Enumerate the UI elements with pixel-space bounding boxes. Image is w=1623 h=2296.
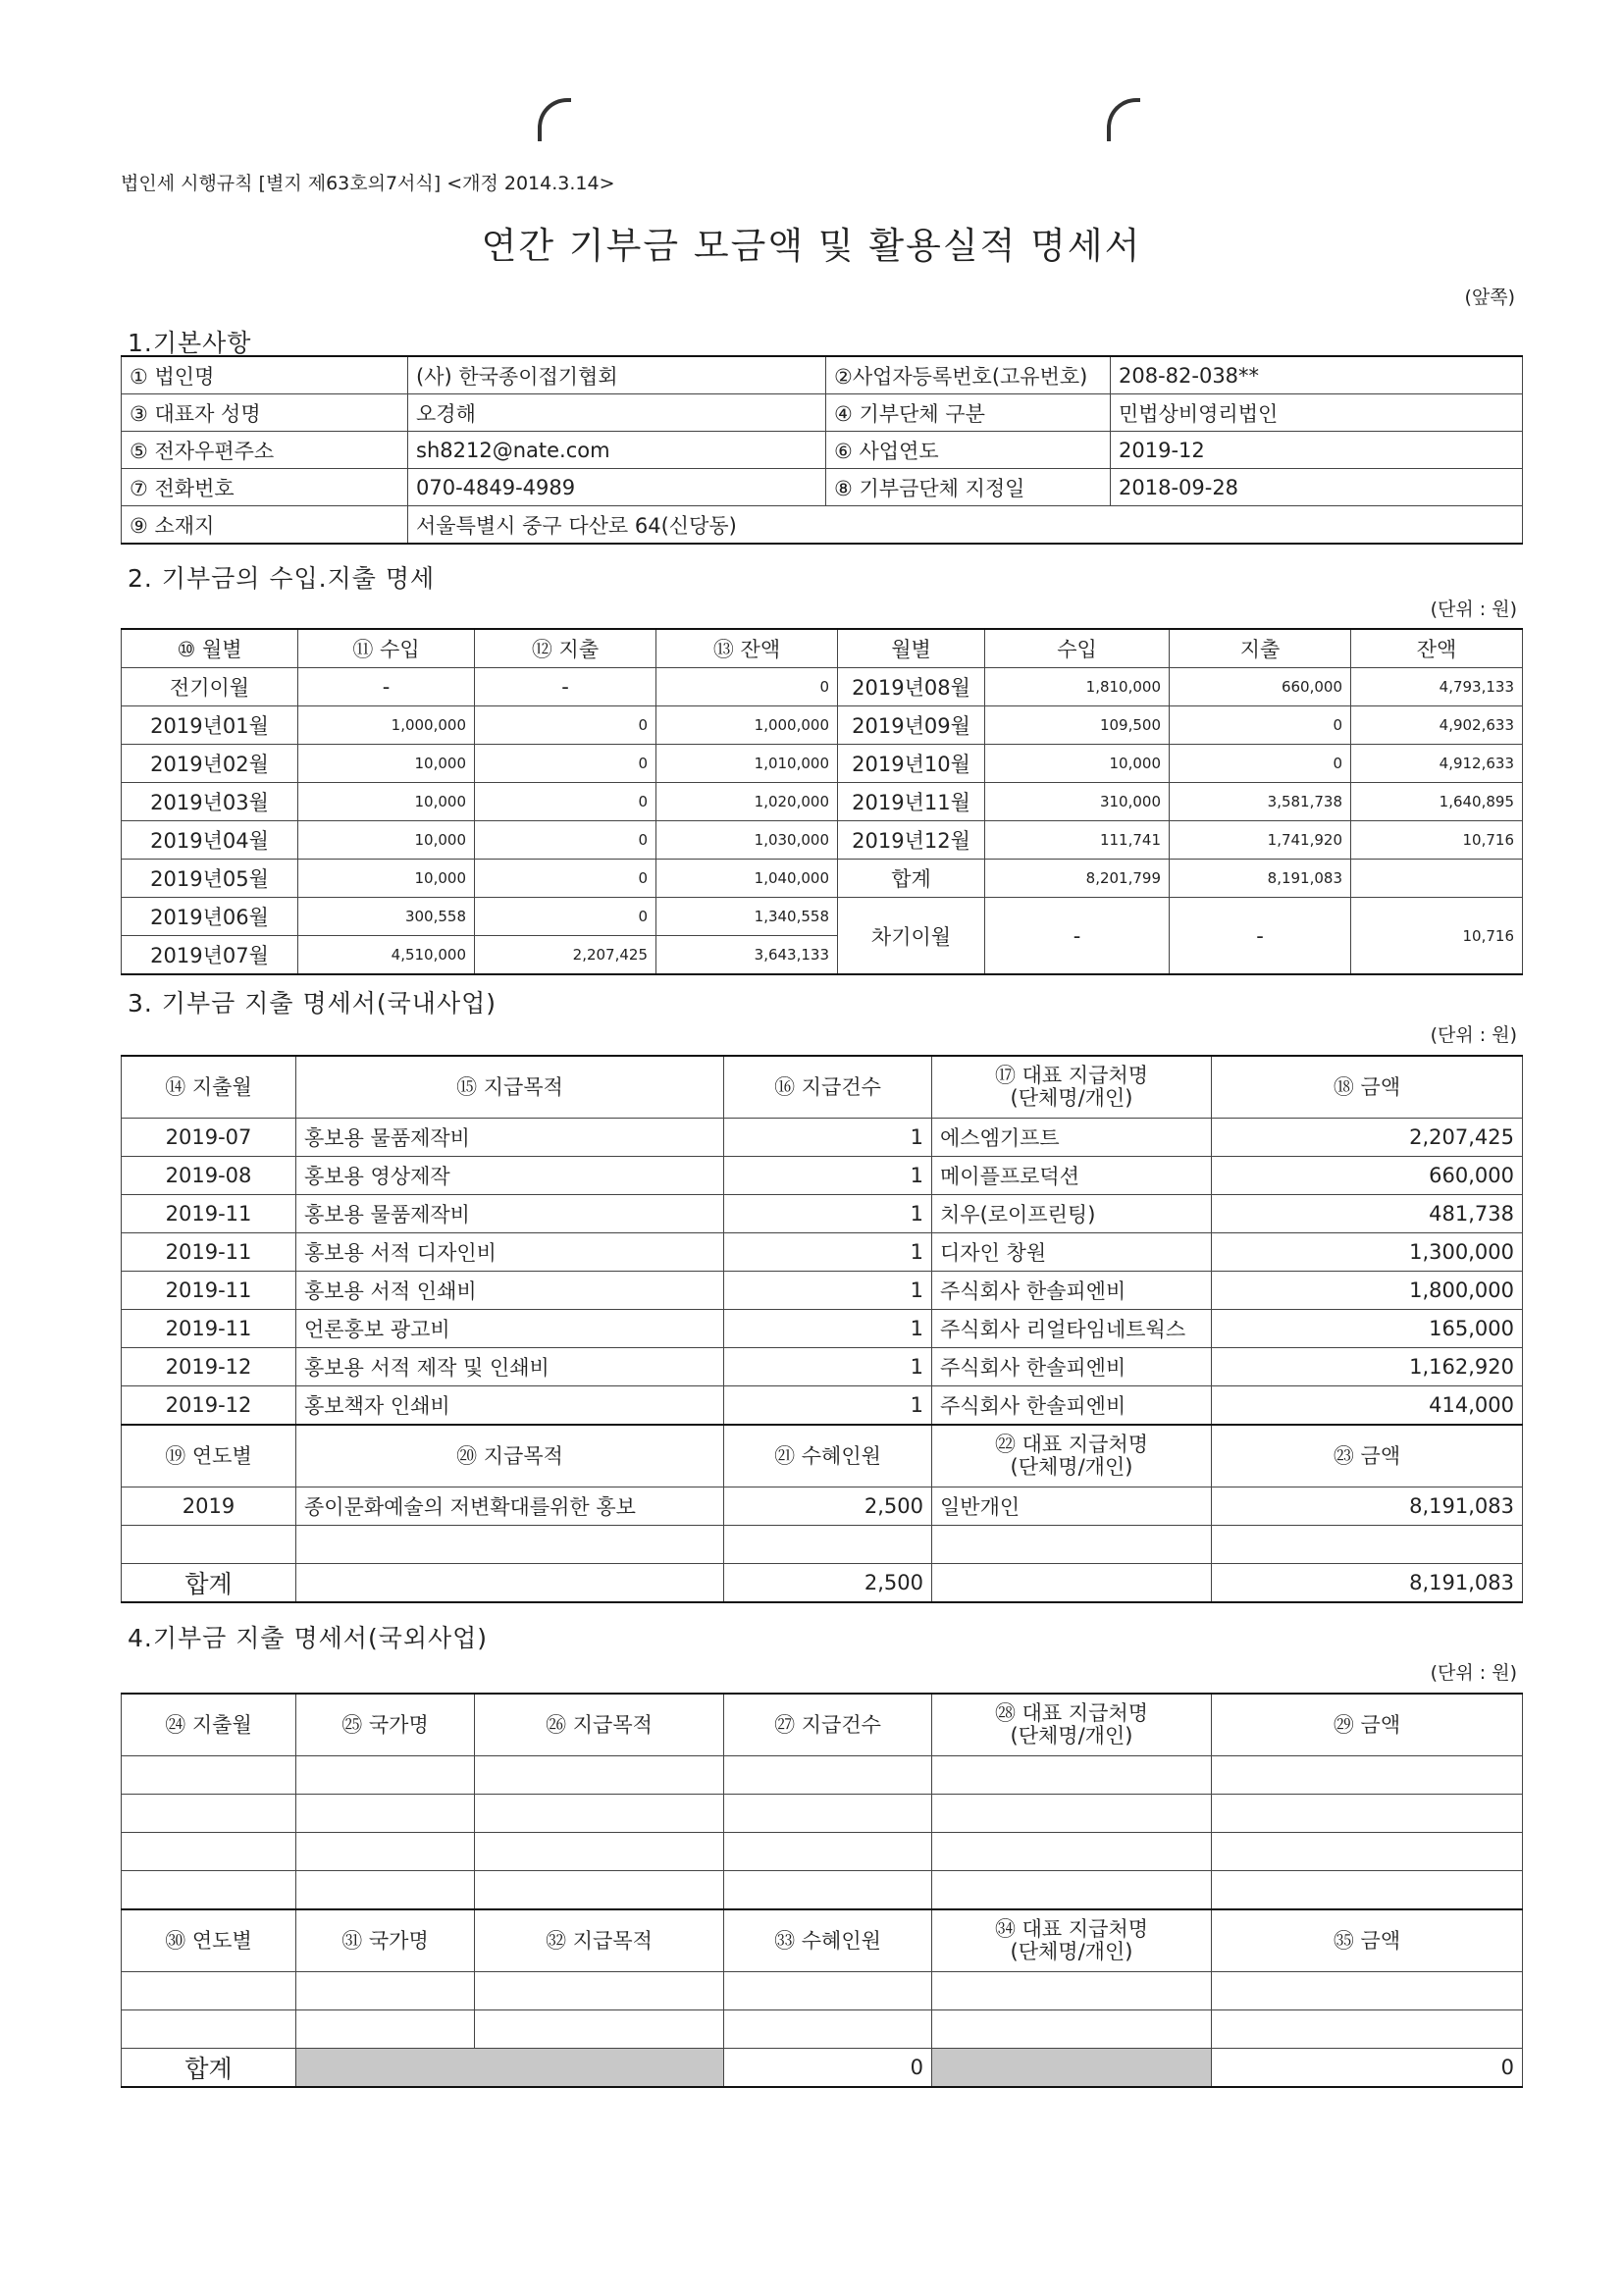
total-count: 0 (724, 2049, 932, 2088)
empty-cell (475, 1871, 724, 1910)
month-cell: 2019-12 (122, 1348, 296, 1386)
page-title: 연간 기부금 모금액 및 활용실적 명세서 (481, 225, 1142, 267)
amount-cell: 8,191,083 (1212, 1487, 1523, 1526)
amount-cell: 1,030,000 (656, 821, 838, 860)
empty-cell (122, 1795, 296, 1833)
total-label: 합계 (122, 1564, 296, 1603)
income-expense-table (121, 628, 1523, 975)
unit-label: (단위 : 원) (1430, 599, 1517, 620)
empty-cell (475, 1833, 724, 1871)
empty-cell (1212, 1871, 1523, 1910)
empty-cell (296, 1795, 475, 1833)
column-header: ㉖ 지급목적 (475, 1694, 724, 1756)
table-row (122, 1348, 1523, 1386)
empty-cell (932, 1526, 1212, 1564)
field-value: 208-82-038** (1111, 356, 1523, 394)
table-row (122, 898, 1523, 936)
field-value: 민법상비영리법인 (1111, 394, 1523, 432)
empty-cell (475, 1756, 724, 1795)
recipient-cell: 주식회사 한솔피엔비 (932, 1272, 1212, 1310)
recipient-cell: 에스엠기프트 (932, 1119, 1212, 1157)
count-cell: 1 (724, 1348, 932, 1386)
amount-cell: 3,581,738 (1170, 783, 1351, 821)
table-row (122, 1972, 1523, 2010)
amount-cell: 4,912,633 (1351, 745, 1523, 783)
purpose-cell: 홍보용 서적 인쇄비 (296, 1272, 724, 1310)
section-basic-title: 1.기본사항 (128, 329, 252, 357)
empty-cell (1212, 1972, 1523, 2010)
month-cell: 2019년03월 (122, 783, 298, 821)
count-cell: 1 (724, 1195, 932, 1233)
empty-cell (475, 1972, 724, 2010)
table-row (122, 432, 1523, 469)
amount-cell: 0 (475, 745, 656, 783)
column-header (932, 1425, 1212, 1487)
empty-cell (932, 1564, 1212, 1603)
recipient-cell: 치우(로이프린팅) (932, 1195, 1212, 1233)
purpose-cell: 홍보용 물품제작비 (296, 1119, 724, 1157)
month-cell: 2019-11 (122, 1310, 296, 1348)
column-header: ㉗ 지급건수 (724, 1694, 932, 1756)
month-cell: 2019년11월 (838, 783, 985, 821)
empty-cell (724, 2010, 932, 2049)
table-row (122, 745, 1523, 783)
month-cell: 2019-11 (122, 1272, 296, 1310)
empty-cell (296, 1972, 475, 2010)
amount-cell: 109,500 (985, 706, 1170, 745)
amount-cell: 1,010,000 (656, 745, 838, 783)
table-row (122, 1272, 1523, 1310)
month-cell: 2019년04월 (122, 821, 298, 860)
amount-cell: 1,810,000 (985, 668, 1170, 706)
empty-cell (296, 1564, 724, 1603)
empty-cell (296, 1526, 724, 1564)
recipient-cell: 주식회사 리얼타임네트웍스 (932, 1310, 1212, 1348)
amount-cell: - (1170, 898, 1351, 975)
field-value: 2019-12 (1111, 432, 1523, 469)
month-cell: 2019년01월 (122, 706, 298, 745)
month-cell: 2019-08 (122, 1157, 296, 1195)
amount-cell: 2,207,425 (475, 936, 656, 975)
column-header-line: (단체명/개인) (1010, 1724, 1133, 1748)
amount-cell: 660,000 (1170, 668, 1351, 706)
empty-cell (724, 1871, 932, 1910)
recipient-cell: 디자인 창원 (932, 1233, 1212, 1272)
column-header-line: (단체명/개인) (1010, 1086, 1133, 1110)
table-row (122, 706, 1523, 745)
field-value: 오경해 (408, 394, 826, 432)
empty-cell (932, 2010, 1212, 2049)
month-cell: 2019년10월 (838, 745, 985, 783)
column-header: ⑪ 수입 (298, 629, 475, 668)
amount-cell: 0 (475, 783, 656, 821)
table-row (122, 1756, 1523, 1795)
month-cell: 2019년06월 (122, 898, 298, 936)
amount-cell: 1,640,895 (1351, 783, 1523, 821)
amount-cell: 10,000 (298, 821, 475, 860)
empty-cell (1212, 1526, 1523, 1564)
field-label: ②사업자등록번호(고유번호) (826, 356, 1111, 394)
column-header: ㉟ 금액 (1212, 1909, 1523, 1972)
page-side-label: (앞쪽) (1464, 287, 1515, 308)
column-header: 월별 (838, 629, 985, 668)
amount-cell: 10,000 (985, 745, 1170, 783)
amount-cell: 8,191,083 (1170, 860, 1351, 898)
amount-cell: 1,020,000 (656, 783, 838, 821)
month-cell: 2019년05월 (122, 860, 298, 898)
amount-cell: 0 (1170, 745, 1351, 783)
empty-cell (1212, 1833, 1523, 1871)
empty-cell (122, 1526, 296, 1564)
column-header: ㉜ 지급목적 (475, 1909, 724, 1972)
purpose-cell: 홍보용 서적 디자인비 (296, 1233, 724, 1272)
empty-cell (296, 1756, 475, 1795)
column-header-line: ⑰ 대표 지급처명 (994, 1064, 1149, 1087)
field-value: (사) 한국종이접기협회 (408, 356, 826, 394)
empty-cell (296, 1833, 475, 1871)
empty-cell (932, 1795, 1212, 1833)
field-label: ④ 기부단체 구분 (826, 394, 1111, 432)
table-row (122, 1526, 1523, 1564)
empty-cell (122, 1871, 296, 1910)
table-row (122, 1487, 1523, 1526)
amount-cell: 1,741,920 (1170, 821, 1351, 860)
unit-label: (단위 : 원) (1430, 1662, 1517, 1684)
column-header: ㉙ 금액 (1212, 1694, 1523, 1756)
empty-cell (932, 1833, 1212, 1871)
amount-cell: 1,000,000 (656, 706, 838, 745)
empty-cell (475, 2010, 724, 2049)
column-header: ㉔ 지출월 (122, 1694, 296, 1756)
domestic-expense-table (121, 1055, 1523, 1603)
amount-cell: 2,207,425 (1212, 1119, 1523, 1157)
table-header-row (122, 629, 1523, 668)
amount-cell (1351, 860, 1523, 898)
column-header: ⑭ 지출월 (122, 1056, 296, 1119)
table-row (122, 668, 1523, 706)
count-cell: 1 (724, 1119, 932, 1157)
month-cell: 2019-11 (122, 1195, 296, 1233)
amount-cell: 10,000 (298, 745, 475, 783)
field-label: ⑧ 기부금단체 지정일 (826, 469, 1111, 506)
purpose-cell: 홍보용 영상제작 (296, 1157, 724, 1195)
recipient-cell: 주식회사 한솔피엔비 (932, 1348, 1212, 1386)
column-header: ⑬ 잔액 (656, 629, 838, 668)
field-value: 2018-09-28 (1111, 469, 1523, 506)
amount-cell: 4,510,000 (298, 936, 475, 975)
column-header (932, 1909, 1212, 1972)
amount-cell: 0 (656, 668, 838, 706)
unit-label: (단위 : 원) (1430, 1024, 1517, 1046)
purpose-cell: 홍보용 서적 제작 및 인쇄비 (296, 1348, 724, 1386)
section-foreign-title: 4.기부금 지출 명세서(국외사업) (128, 1624, 489, 1652)
purpose-cell: 종이문화예술의 저변확대를위한 홍보 (296, 1487, 724, 1526)
amount-cell: 10,000 (298, 860, 475, 898)
month-cell: 2019년09월 (838, 706, 985, 745)
recipient-cell: 메이플프로덕션 (932, 1157, 1212, 1195)
table-header-row (122, 1056, 1523, 1119)
field-label: ① 법인명 (122, 356, 408, 394)
column-header: ⑳ 지급목적 (296, 1425, 724, 1487)
field-label: ⑥ 사업연도 (826, 432, 1111, 469)
month-cell: 전기이월 (122, 668, 298, 706)
count-cell: 1 (724, 1272, 932, 1310)
column-header (932, 1056, 1212, 1119)
total-row (122, 1564, 1523, 1603)
field-value: 070-4849-4989 (408, 469, 826, 506)
total-amount: 8,191,083 (1212, 1564, 1523, 1603)
recipient-cell: 일반개인 (932, 1487, 1212, 1526)
column-header: ㉑ 수혜인원 (724, 1425, 932, 1487)
column-header: ㉓ 금액 (1212, 1425, 1523, 1487)
shaded-cell (296, 2049, 724, 2088)
amount-cell: 165,000 (1212, 1310, 1523, 1348)
basic-info-table (121, 355, 1523, 545)
empty-cell (1212, 2010, 1523, 2049)
column-header: ⑮ 지급목적 (296, 1056, 724, 1119)
month-cell: 합계 (838, 860, 985, 898)
table-row (122, 1310, 1523, 1348)
amount-cell: 10,716 (1351, 821, 1523, 860)
empty-cell (475, 1795, 724, 1833)
purpose-cell: 홍보책자 인쇄비 (296, 1386, 724, 1426)
amount-cell: 0 (1170, 706, 1351, 745)
purpose-cell: 홍보용 물품제작비 (296, 1195, 724, 1233)
table-row (122, 1871, 1523, 1910)
field-value: 서울특별시 중구 다산로 64(신당동) (408, 506, 1523, 545)
column-header: 지출 (1170, 629, 1351, 668)
table-row (122, 469, 1523, 506)
empty-cell (724, 1526, 932, 1564)
amount-cell: 111,741 (985, 821, 1170, 860)
month-cell: 2019-11 (122, 1233, 296, 1272)
amount-cell: 0 (475, 706, 656, 745)
purpose-cell: 언론홍보 광고비 (296, 1310, 724, 1348)
amount-cell: - (985, 898, 1170, 975)
table-row (122, 821, 1523, 860)
month-cell: 2019-12 (122, 1386, 296, 1426)
field-label: ⑨ 소재지 (122, 506, 408, 545)
field-label: ⑦ 전화번호 (122, 469, 408, 506)
table-row (122, 2010, 1523, 2049)
column-header: ⑲ 연도별 (122, 1425, 296, 1487)
month-cell: 2019년08월 (838, 668, 985, 706)
amount-cell: 1,300,000 (1212, 1233, 1523, 1272)
empty-cell (122, 1756, 296, 1795)
column-header: ⑱ 금액 (1212, 1056, 1523, 1119)
recipient-cell: 주식회사 한솔피엔비 (932, 1386, 1212, 1426)
month-cell: 차기이월 (838, 898, 985, 975)
table-row (122, 1119, 1523, 1157)
amount-cell: 660,000 (1212, 1157, 1523, 1195)
empty-cell (1212, 1795, 1523, 1833)
field-label: ⑤ 전자우편주소 (122, 432, 408, 469)
table-row (122, 1233, 1523, 1272)
empty-cell (122, 1972, 296, 2010)
count-cell: 2,500 (724, 1487, 932, 1526)
empty-cell (122, 2010, 296, 2049)
empty-cell (724, 1795, 932, 1833)
amount-cell: 10,716 (1351, 898, 1523, 975)
empty-cell (296, 2010, 475, 2049)
total-amount: 0 (1212, 2049, 1523, 2088)
amount-cell: 3,643,133 (656, 936, 838, 975)
column-header: 수입 (985, 629, 1170, 668)
table-header-row (122, 1425, 1523, 1487)
total-count: 2,500 (724, 1564, 932, 1603)
count-cell: 1 (724, 1386, 932, 1426)
amount-cell: 1,000,000 (298, 706, 475, 745)
table-row (122, 1833, 1523, 1871)
table-row (122, 783, 1523, 821)
table-row (122, 506, 1523, 545)
count-cell: 1 (724, 1233, 932, 1272)
table-row (122, 356, 1523, 394)
empty-cell (724, 1972, 932, 2010)
amount-cell: 0 (475, 860, 656, 898)
form-reference: 법인세 시행규칙 [별지 제63호의7서식] <개정 2014.3.14> (121, 173, 615, 194)
count-cell: 1 (724, 1310, 932, 1348)
total-row (122, 2049, 1523, 2088)
amount-cell: 1,800,000 (1212, 1272, 1523, 1310)
empty-cell (724, 1756, 932, 1795)
amount-cell: 1,040,000 (656, 860, 838, 898)
field-value: sh8212@nate.com (408, 432, 826, 469)
month-cell: 2019-07 (122, 1119, 296, 1157)
empty-cell (932, 1972, 1212, 2010)
empty-cell (1212, 1756, 1523, 1795)
column-header-line: (단체명/개인) (1010, 1455, 1133, 1479)
month-cell: 2019년02월 (122, 745, 298, 783)
column-header (932, 1694, 1212, 1756)
empty-cell (296, 1871, 475, 1910)
table-row (122, 1795, 1523, 1833)
amount-cell: 1,162,920 (1212, 1348, 1523, 1386)
column-header-line: ㉒ 대표 지급처명 (994, 1433, 1149, 1456)
amount-cell: 8,201,799 (985, 860, 1170, 898)
empty-cell (932, 1871, 1212, 1910)
column-header: ㉚ 연도별 (122, 1909, 296, 1972)
section-income-title: 2. 기부금의 수입.지출 명세 (128, 564, 436, 593)
column-header: ⑫ 지출 (475, 629, 656, 668)
amount-cell: 4,793,133 (1351, 668, 1523, 706)
count-cell: 1 (724, 1157, 932, 1195)
amount-cell: 10,000 (298, 783, 475, 821)
column-header: ⑯ 지급건수 (724, 1056, 932, 1119)
column-header-line: ㉞ 대표 지급처명 (994, 1917, 1149, 1941)
empty-cell (932, 1756, 1212, 1795)
amount-cell: 1,340,558 (656, 898, 838, 936)
column-header: ㉕ 국가명 (296, 1694, 475, 1756)
column-header-line: ㉘ 대표 지급처명 (994, 1701, 1149, 1725)
table-row (122, 1195, 1523, 1233)
field-label: ③ 대표자 성명 (122, 394, 408, 432)
punch-hole-mark (1107, 98, 1140, 141)
table-row (122, 860, 1523, 898)
column-header: 잔액 (1351, 629, 1523, 668)
amount-cell: - (475, 668, 656, 706)
year-cell: 2019 (122, 1487, 296, 1526)
month-cell: 2019년07월 (122, 936, 298, 975)
table-header-row (122, 1909, 1523, 1972)
amount-cell: - (298, 668, 475, 706)
amount-cell: 481,738 (1212, 1195, 1523, 1233)
column-header-line: (단체명/개인) (1010, 1940, 1133, 1963)
table-header-row (122, 1694, 1523, 1756)
table-row (122, 394, 1523, 432)
punch-hole-mark (538, 98, 571, 141)
amount-cell: 310,000 (985, 783, 1170, 821)
month-cell: 2019년12월 (838, 821, 985, 860)
foreign-expense-table (121, 1693, 1523, 2088)
table-row (122, 1157, 1523, 1195)
amount-cell: 300,558 (298, 898, 475, 936)
column-header: ⑩ 월별 (122, 629, 298, 668)
table-row (122, 1386, 1523, 1426)
amount-cell: 414,000 (1212, 1386, 1523, 1426)
empty-cell (724, 1833, 932, 1871)
total-label: 합계 (122, 2049, 296, 2088)
column-header: ㉛ 국가명 (296, 1909, 475, 1972)
amount-cell: 4,902,633 (1351, 706, 1523, 745)
amount-cell: 0 (475, 821, 656, 860)
shaded-cell (932, 2049, 1212, 2088)
column-header: ㉝ 수혜인원 (724, 1909, 932, 1972)
amount-cell: 0 (475, 898, 656, 936)
empty-cell (122, 1833, 296, 1871)
section-domestic-title: 3. 기부금 지출 명세서(국내사업) (128, 989, 497, 1018)
